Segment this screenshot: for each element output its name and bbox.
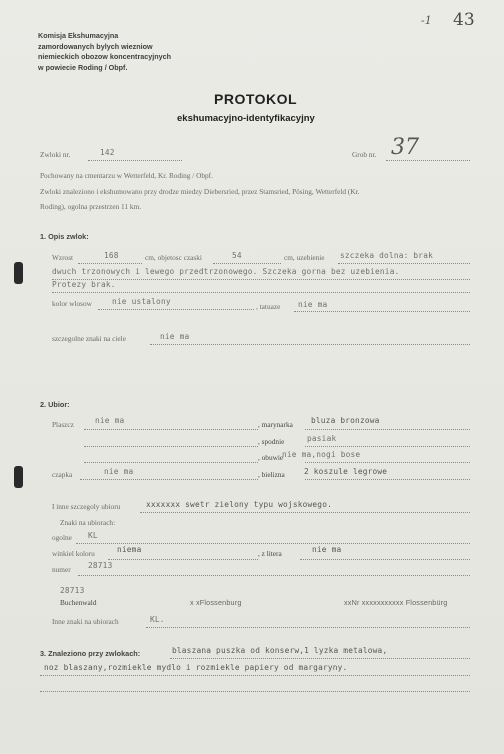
dotted-line [305,446,470,447]
dotted-line [108,559,258,560]
dotted-line [140,512,470,513]
cm-label: cm, uzebienie [284,253,325,262]
inne-label: I inne szczegoly ubioru [52,502,121,511]
dotted-line [305,462,470,463]
obuwie-label: , obuwie [258,453,284,462]
numer-value: 28713 [88,561,113,570]
punch-hole [14,466,23,488]
inne-value: xxxxxxx swetr zielony typu wojskowego. [146,500,332,509]
winkiel-label: winkiel koloru [52,549,95,558]
camp-nr-flossenburg: xxNr xxxxxxxxxxx Flossenbürg [344,598,448,607]
litera-value: nie ma [312,545,342,554]
bielizna-label: , bielizna [258,470,285,479]
dotted-line [84,462,258,463]
dotted-line [78,575,470,576]
uzebienie-value: Protezy brak. [52,280,116,289]
dotted-line [52,292,470,293]
dotted-line [150,344,470,345]
kolor-value: nie ustalony [112,297,171,306]
dotted-line [40,675,470,676]
grob-value: 37 [391,135,419,160]
znaki-label: szczegolne znaki na ciele [52,334,126,343]
czapka-value: nie ma [104,467,134,476]
dotted-line [305,479,470,480]
tatuaze-label: , tatuaze [256,302,281,311]
grob-label: Grob nr. [352,150,377,159]
page-mark: -1 [421,14,432,27]
dotted-line [294,311,470,312]
wzrost-label: Wzrost [52,253,74,262]
dotted-line [300,559,470,560]
winkiel-value: niema [117,545,142,554]
ogolne-value: KL [88,531,98,540]
commission-header [38,31,171,73]
ogolne-label: ogolne [52,533,72,542]
litera-label: , z litera [258,549,282,558]
intro-line: Zwloki znaleziono i ekshumowano przy drodze miedzy Diebersried, przez Stamsried, Pösing, Wetterfeld (Kr. [40,187,360,196]
punch-hole [14,262,23,284]
dotted-line [80,479,258,480]
intro-line: Pochowany na cmentarzu w Wetterfeld, Kr. Roding / Obpf. [40,171,213,180]
cm-label: cm, objetosc czaski [145,253,202,262]
document-title: PROTOKOL [214,91,298,107]
dotted-line [213,263,281,264]
intro-line: Roding), ogolna przestrzen 11 km. [40,202,142,211]
bielizna-value: 2 koszule legrowe [304,467,388,476]
zwloki-value: 142 [100,148,115,157]
header-line: w powiecie Roding / Obpf. [38,62,128,72]
znaki-ubior-heading: Znaki na ubiorach: [60,518,116,527]
znaleziono-value: blaszana puszka od konserw,1 lyzka metalowa, [172,646,388,655]
dotted-line [88,160,182,161]
spodnie-label: , spodnie [258,437,285,446]
numer-value-repeat: 28713 [60,586,85,595]
header-line: niemieckich obozow koncentracyjnych [38,52,172,61]
inne-znaki-value: KL. [150,615,165,624]
dotted-line [84,429,258,430]
header-line: Komisja Ekshumacyjna [38,31,119,40]
wzrost-value: 168 [104,251,119,260]
obuwie-value: nie ma,nogi bose [282,450,361,459]
plaszcz-label: Plaszcz [52,420,74,429]
czapka-label: czapka [52,470,73,479]
dotted-line [84,446,258,447]
marynarka-label: , marynarka [258,420,293,429]
inne-znaki-label: Inne znaki na ubiorach [52,617,119,626]
czaska-value: 54 [232,251,242,260]
dotted-line [338,263,470,264]
dotted-line [170,658,470,659]
dotted-line [386,160,470,161]
dotted-line [40,691,470,692]
spodnie-value: pasiak [307,434,337,443]
dotted-line [78,263,142,264]
dotted-line [76,543,470,544]
camp-buchenwald: Buchenwald [60,598,97,607]
page-number: 43 [453,10,475,30]
znaleziono-value: noz blaszany,rozmiekle mydlo i rozmiekle papiery od margaryny. [44,663,348,672]
plaszcz-value: nie ma [95,416,125,425]
znaki-value: nie ma [160,332,190,341]
uzebienie-value: dwuch trzonowych i lewego przedtrzonowego. Szczeka gorna bez uzebienia. [52,267,400,276]
section-1-heading: 1. Opis zwlok: [40,232,89,241]
marynarka-value: bluza bronzowa [311,416,380,425]
kolor-label: kolor wlosow [52,299,92,308]
zwloki-label: Zwloki nr. [40,150,71,159]
numer-label: numer [52,565,71,574]
uzebienie-value: szczeka dolna: brak [340,251,433,260]
dotted-line [146,627,470,628]
tatuaze-value: nie ma [298,300,328,309]
header-line: zamordowanych bylych wiezniow [38,41,153,51]
document-subtitle: ekshumacyjno-identyfikacyjny [177,113,315,124]
camp-flossenburg: x xFlossenburg [190,598,242,607]
section-2-heading: 2. Ubior: [40,400,70,409]
dotted-line [98,309,254,310]
dotted-line [305,429,470,430]
section-3-heading: 3. Znaleziono przy zwlokach: [40,649,141,658]
